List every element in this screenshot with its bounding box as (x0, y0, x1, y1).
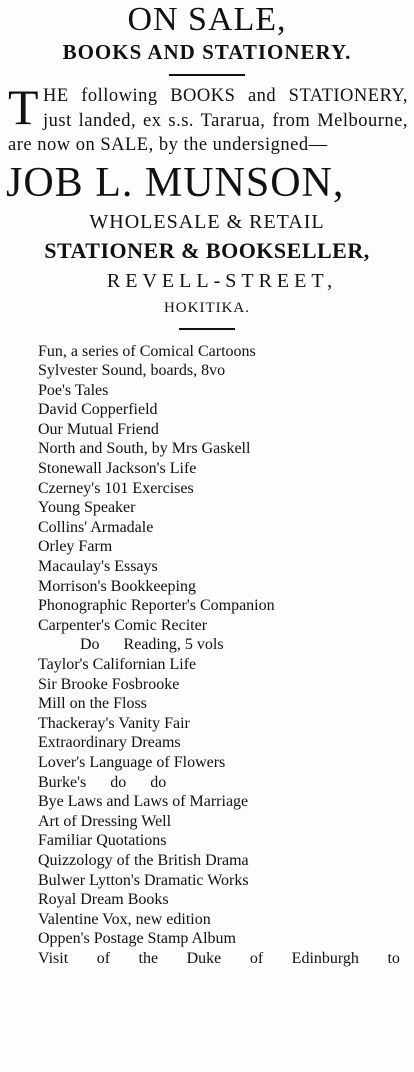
list-item: Fun, a series of Comical Cartoons (38, 342, 256, 360)
intro-paragraph (0, 79, 414, 158)
list-word: of (96, 949, 111, 967)
list-word: of (249, 949, 264, 967)
list-item: Thackeray's Vanity Fair (38, 714, 190, 732)
list-item: Morrison's Bookkeeping (38, 577, 196, 595)
list-item: Mill on the Floss (38, 695, 147, 713)
book-list (0, 342, 414, 969)
list-item: Carpenter's Comic Reciter (38, 616, 208, 634)
list-item: Sylvester Sound, boards, 8vo (38, 362, 226, 380)
list-item: Stonewall Jackson's Life (38, 460, 197, 478)
list-item: Oppen's Postage Stamp Album (38, 930, 236, 948)
list-word: Edinburgh (291, 949, 359, 967)
list-word: Duke (186, 949, 222, 967)
list-item: North and South, by Mrs Gaskell (38, 440, 251, 458)
list-item: Young Speaker (38, 499, 136, 517)
list-item: Quizzology of the British Drama (38, 851, 249, 869)
list-item: Collins' Armadale (38, 518, 154, 536)
list-word: the (138, 949, 159, 967)
ad-subtitle: BOOKS AND STATIONERY. (62, 40, 352, 64)
divider-rule-short (179, 328, 235, 330)
list-item: Art of Dressing Well (38, 812, 172, 830)
ad-title: ON SALE, (127, 1, 287, 38)
intro-text: HE following BOOKS and STATIONERY, just landed, ex s.s. Tararua, from Melbourne, are now on SALE, by the undersigned— (8, 86, 408, 155)
list-item: Sir Brooke Fosbrooke (38, 675, 180, 693)
list-item: Bulwer Lytton's Dramatic Works (38, 871, 249, 889)
list-item: Burke's do do (38, 773, 167, 791)
list-item: Czerney's 101 Exercises (38, 479, 194, 497)
list-item: Our Mutual Friend (38, 420, 159, 438)
list-item-last (38, 949, 414, 969)
vendor-town: HOKITIKA. (163, 299, 251, 316)
drop-cap: T (8, 79, 40, 135)
list-item: Bye Laws and Laws of Marriage (38, 793, 249, 811)
vendor-name: JOB L. MUNSON, (6, 159, 345, 206)
list-item: Extraordinary Dreams (38, 734, 181, 752)
list-item: Phonographic Reporter's Companion (38, 597, 275, 615)
list-item: Royal Dream Books (38, 891, 169, 909)
divider-rule (169, 74, 245, 76)
list-item: Taylor's Californian Life (38, 656, 197, 673)
list-item: Do Reading, 5 vols (80, 636, 224, 654)
vendor-role: STATIONER & BOOKSELLER, (44, 237, 370, 263)
list-item: Lover's Language of Flowers (38, 753, 226, 771)
vendor-street: REVELL-STREET, (106, 269, 338, 292)
list-item: Poe's Tales (38, 381, 109, 399)
list-word: to (387, 949, 400, 967)
list-item: Valentine Vox, new edition (38, 910, 211, 928)
list-item: Familiar Quotations (38, 832, 167, 850)
list-word: Visit (38, 949, 69, 967)
vendor-trade: WHOLESALE & RETAIL (89, 210, 325, 233)
list-item: David Copperfield (38, 401, 158, 419)
list-item: Macaulay's Essays (38, 558, 158, 576)
list-item: Orley Farm (38, 538, 113, 556)
